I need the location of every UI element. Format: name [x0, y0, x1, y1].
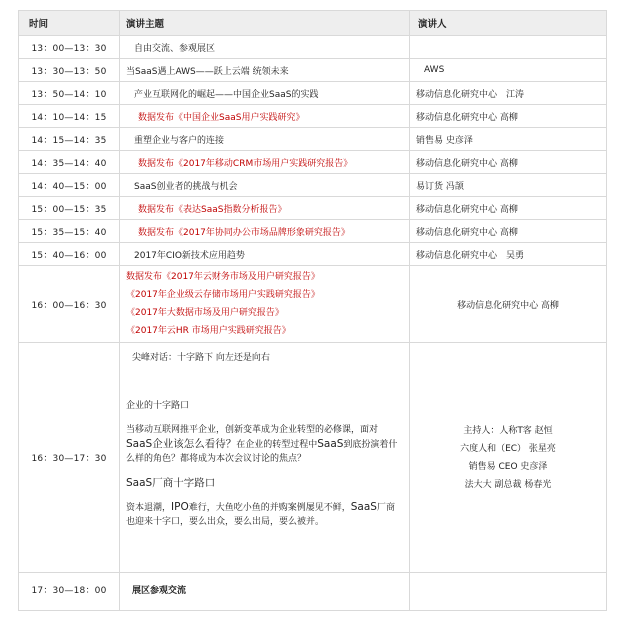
- table-row: [19, 36, 607, 59]
- row-time: 15：40—16：00: [19, 243, 120, 266]
- table-row-panel: [19, 343, 607, 573]
- row-topic: 当SaaS遇上AWS——跃上云端 统领未来: [126, 66, 289, 77]
- row-time: 14：10—14：15: [19, 105, 120, 128]
- table-row: [19, 128, 607, 151]
- row-time: 13：50—14：10: [19, 82, 120, 105]
- row-topic: 重塑企业与客户的连接: [134, 135, 225, 146]
- row-speaker: 销售易 史彦泽: [410, 128, 607, 151]
- panel-title: 尖峰对话：十字路下 向左还是向右: [132, 353, 270, 363]
- release-title: 数据发布《2017年云财务市场及用户研究报告》: [126, 272, 320, 282]
- panel-speakers: [410, 343, 607, 573]
- table-header-row: [19, 11, 607, 36]
- panel-paragraph-2: 资本退潮，IPO难行，大鱼吃小鱼的并购案例屡见不鲜，SaaS厂商也迎来十字口，要么出众，要么出局，要么被并。: [126, 501, 395, 527]
- row-topic: 2017年CIO新技术应用趋势: [134, 250, 245, 261]
- header-topic: 演讲主题: [120, 11, 410, 36]
- release-title: 《2017年云HR 市场用户实践研究报告》: [126, 326, 291, 336]
- table-row: [19, 59, 607, 82]
- row-topic: 数据发布《中国企业SaaS用户实践研究》: [138, 112, 305, 123]
- row-speaker: 移动信息化研究中心 高柳: [410, 151, 607, 174]
- panel-speaker: 法大大 副总裁 杨春光: [464, 479, 552, 490]
- row-topic: 产业互联网化的崛起——中国企业SaaS的实践: [134, 89, 319, 100]
- row-time: 13：30—13：50: [19, 59, 120, 82]
- row-topic: 数据发布《表达SaaS指数分析报告》: [138, 204, 287, 215]
- table-row: [19, 174, 607, 197]
- table-row: [19, 220, 607, 243]
- row-speaker: [410, 36, 607, 59]
- agenda: [18, 10, 606, 611]
- table-row: [19, 197, 607, 220]
- panel-paragraph-1: 当移动互联网推平企业，创新变革成为企业转型的必修课，面对SaaS企业该怎么看待？在企业的转型过程中SaaS到底扮演着什么样的角色？都将成为本次会议讨论的焦点？: [126, 425, 398, 464]
- row-speaker: 移动信息化研究中心 高柳: [410, 266, 607, 343]
- row-topic-list: [120, 266, 410, 343]
- release-title: 《2017年企业级云存储市场用户实践研究报告》: [126, 290, 320, 300]
- row-time: 14：40—15：00: [19, 174, 120, 197]
- table-row: [19, 105, 607, 128]
- row-time: 15：35—15：40: [19, 220, 120, 243]
- row-time: 15：00—15：35: [19, 197, 120, 220]
- row-time: 14：35—14：40: [19, 151, 120, 174]
- agenda-table: [18, 10, 607, 611]
- row-speaker: 易订货 冯颉: [410, 174, 607, 197]
- table-row: [19, 151, 607, 174]
- row-speaker: AWS: [424, 65, 445, 75]
- row-topic: 展区参观交流: [120, 573, 410, 611]
- row-speaker: 移动信息化研究中心 高柳: [410, 197, 607, 220]
- row-speaker: 移动信息化研究中心 高柳: [410, 220, 607, 243]
- header-speaker: 演讲人: [410, 11, 607, 36]
- row-speaker: 移动信息化研究中心 江涛: [410, 82, 607, 105]
- release-title: 《2017年大数据市场及用户研究报告》: [126, 308, 284, 318]
- panel-speaker: 销售易 CEO 史彦泽: [468, 461, 548, 472]
- row-speaker: 移动信息化研究中心 吴勇: [410, 243, 607, 266]
- header-time: 时间: [19, 11, 120, 36]
- table-row: [19, 82, 607, 105]
- row-time: 16：00—16：30: [19, 266, 120, 343]
- row-topic: 自由交流、参观展区: [134, 43, 216, 54]
- row-time: 16：30—17：30: [19, 343, 120, 573]
- panel-speaker: 主持人：人称T客 赵恒: [463, 425, 553, 436]
- panel-speaker: 六度人和（EC） 张星亮: [460, 443, 556, 454]
- row-time: 13：00—13：30: [19, 36, 120, 59]
- row-time: 17：30—18：00: [19, 573, 120, 611]
- table-row-data-releases: [19, 266, 607, 343]
- panel-description: [120, 343, 410, 573]
- row-speaker: [410, 573, 607, 611]
- panel-subtitle-vendor: SaaS厂商十字路口: [126, 477, 216, 489]
- row-topic: SaaS创业者的挑战与机会: [134, 181, 238, 192]
- table-row: [19, 573, 607, 611]
- row-topic: 数据发布《2017年移动CRM市场用户实践研究报告》: [138, 158, 353, 169]
- row-topic: 数据发布《2017年协同办公市场品牌形象研究报告》: [138, 227, 350, 238]
- row-speaker: 移动信息化研究中心 高柳: [410, 105, 607, 128]
- row-time: 14：15—14：35: [19, 128, 120, 151]
- table-row: [19, 243, 607, 266]
- panel-subtitle-enterprise: 企业的十字路口: [126, 401, 190, 411]
